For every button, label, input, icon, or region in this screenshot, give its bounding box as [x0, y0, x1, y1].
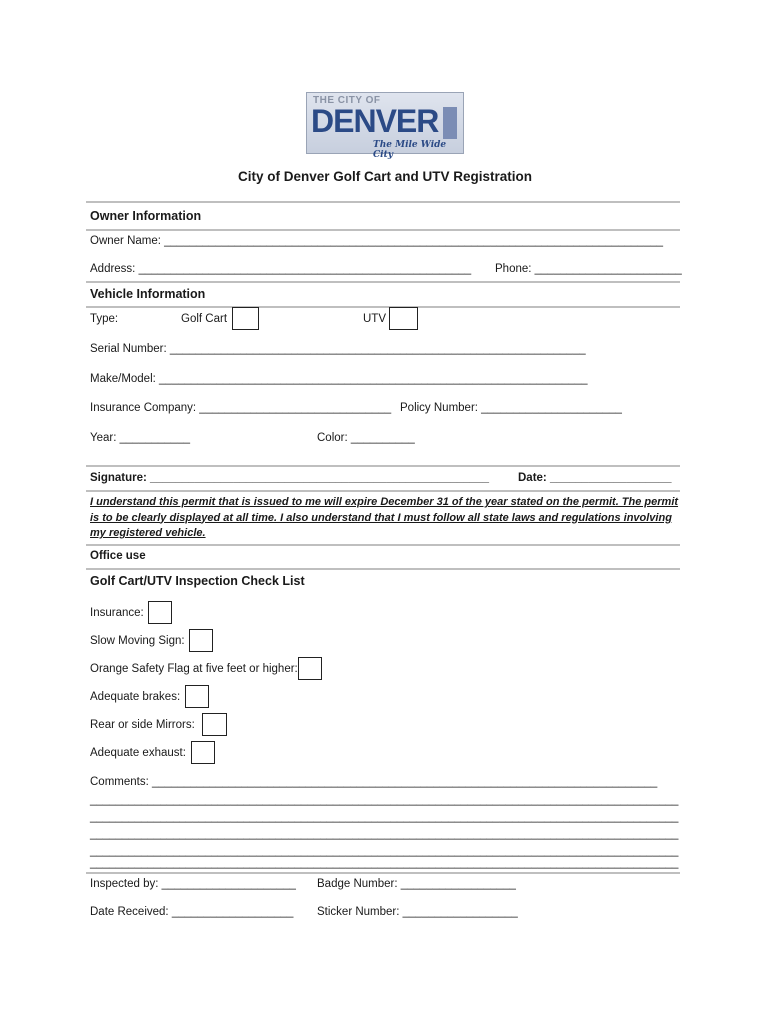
- logo-main-text: DENVER: [311, 103, 439, 139]
- exhaust-checkbox[interactable]: [191, 741, 215, 764]
- logo-tagline: The Mile Wide City: [373, 140, 447, 160]
- checklist-item-safety-flag: Orange Safety Flag at five feet or higher:: [90, 663, 298, 675]
- mirrors-checkbox[interactable]: [202, 713, 227, 736]
- make-model-field[interactable]: Make/Model: ___________________________________________________________________: [90, 373, 588, 385]
- checklist-item-slow-moving-sign: Slow Moving Sign:: [90, 635, 185, 647]
- brakes-checkbox[interactable]: [185, 685, 209, 708]
- color-field[interactable]: Color: __________: [317, 432, 415, 444]
- office-use-heading: Office use: [90, 550, 146, 562]
- section-divider: [86, 490, 680, 492]
- permit-notice: I understand this permit that is issued to me will expire December 31 of the year stated on the permit. The permit is to be clearly displayed at all time. I also understand that I must follow all state laws and regulations involving my registered vehicle.: [90, 496, 679, 539]
- form-title: City of Denver Golf Cart and UTV Registration: [237, 169, 533, 184]
- utv-label: UTV: [363, 313, 386, 325]
- slow-moving-sign-checkbox[interactable]: [189, 629, 213, 652]
- comment-line[interactable]: ____________________________________________________________________________________________: [90, 828, 679, 840]
- inspected-by-field[interactable]: Inspected by: _____________________: [90, 878, 296, 890]
- comment-line[interactable]: ____________________________________________________________________________________________: [90, 845, 679, 857]
- sticker-number-field[interactable]: Sticker Number: __________________: [317, 906, 518, 918]
- comment-line[interactable]: ____________________________________________________________________________________________: [90, 794, 679, 806]
- comment-line[interactable]: ____________________________________________________________________________________________: [90, 857, 679, 869]
- checklist-heading: Golf Cart/UTV Inspection Check List: [90, 574, 305, 588]
- checklist-item-brakes: Adequate brakes:: [90, 691, 181, 703]
- type-label: Type:: [90, 313, 119, 325]
- section-divider: [86, 544, 680, 546]
- checklist-item-exhaust: Adequate exhaust:: [90, 747, 186, 759]
- section-divider: [86, 201, 680, 203]
- golf-cart-checkbox[interactable]: [232, 307, 259, 330]
- address-field[interactable]: Address: ____________________________________________________: [90, 263, 472, 275]
- golf-cart-label: Golf Cart: [181, 313, 228, 325]
- safety-flag-checkbox[interactable]: [298, 657, 322, 680]
- insurance-checkbox[interactable]: [148, 601, 172, 624]
- section-divider: [86, 281, 680, 283]
- vehicle-heading: Vehicle Information: [90, 287, 206, 301]
- signature-field[interactable]: Signature: _____________________________________________________: [90, 472, 490, 484]
- section-divider: [86, 465, 680, 467]
- city-of-denver-logo: [306, 92, 464, 160]
- section-divider: [86, 568, 680, 570]
- year-field[interactable]: Year: ___________: [90, 432, 190, 444]
- logo-side-bar: [443, 107, 457, 139]
- phone-field[interactable]: Phone: _______________________: [495, 263, 682, 275]
- checklist-item-mirrors: Rear or side Mirrors:: [90, 719, 195, 731]
- comments-field[interactable]: Comments: _______________________________________________________________________________: [90, 776, 658, 788]
- logo-top-text: THE CITY OF: [313, 95, 381, 106]
- serial-number-field[interactable]: Serial Number: _________________________________________________________________: [90, 343, 586, 355]
- badge-number-field[interactable]: Badge Number: __________________: [317, 878, 516, 890]
- comment-line[interactable]: ____________________________________________________________________________________________: [90, 811, 679, 823]
- owner-name-field[interactable]: Owner Name: ______________________________________________________________________________: [90, 235, 664, 247]
- date-received-field[interactable]: Date Received: ___________________: [90, 906, 294, 918]
- owner-heading: Owner Information: [90, 209, 202, 223]
- date-field[interactable]: Date: ___________________: [518, 472, 672, 484]
- section-divider: [86, 306, 680, 308]
- checklist-item-insurance: Insurance:: [90, 607, 144, 619]
- insurance-company-field[interactable]: Insurance Company: ______________________________: [90, 402, 392, 414]
- utv-checkbox[interactable]: [389, 307, 418, 330]
- section-divider: [86, 229, 680, 231]
- section-divider: [86, 872, 680, 874]
- policy-number-field[interactable]: Policy Number: ______________________: [400, 402, 622, 414]
